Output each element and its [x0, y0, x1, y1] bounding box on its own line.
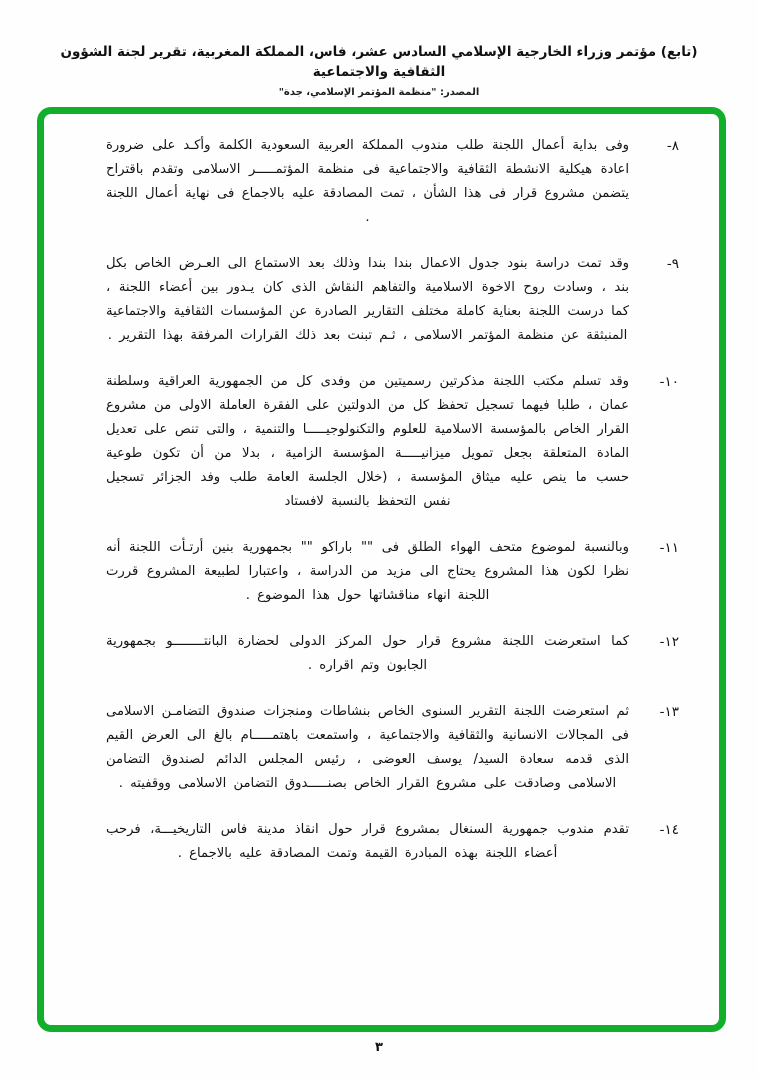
- report-item: [106, 818, 679, 866]
- item-number: ١٤-: [659, 822, 679, 838]
- item-text: ثم استعرضت اللجنة التقرير السنوى الخاص بنشاطات ومنجزات صندوق التضامـن الاسلامى فى المجالات الانسانية والثقافية والاجتماعية ، واستمعت باهتمـــــام بالغ الى العرض القيم الذى قدمه سعادة السيد/ يوسف العوضى ، رئيس المجلس الدائم لصندوق التضامن الاسلامى وصادقت على مشروع القرار الخاص بصنـــــدوق التضامن الاسلامى ووقفيته .: [106, 704, 629, 791]
- report-item: [106, 700, 679, 796]
- item-number: ١٣-: [659, 704, 679, 720]
- item-text: تقدم مندوب جمهورية السنغال بمشروع قرار حول انقاذ مدينة فاس التاريخيـــة، فرحب أعضاء اللجنة بهذه المبادرة القيمة وتمت المصادقة عليه بالاجماع .: [106, 822, 629, 861]
- header-title: (تابع) مؤتمر وزراء الخارجية الإسلامي السادس عشر، فاس، المملكة المغربية، تقرير لجنة الشؤون الثقافية والاجتماعية: [60, 44, 698, 80]
- document-header: [0, 42, 758, 98]
- report-item: [106, 252, 679, 348]
- report-item: [106, 134, 679, 230]
- item-text: كما استعرضت اللجنة مشروع قرار حول المركز الدولى لحضارة البانتــــــــو بجمهورية الجابون وتم اقراره .: [106, 634, 629, 673]
- header-source: المصدر: "منظمة المؤتمر الإسلامي، جدة": [278, 87, 480, 98]
- item-text: وبالنسبة لموضوع متحف الهواء الطلق فى "" باراكو "" بجمهورية بنين أرتـأت اللجنة أنه نظرا لكون هذا المشروع يحتاج الى مزيد من الدراسة ، واعتبارا لطبيعة المشروع قررت اللجنة انهاء مناقشاتها حول هذا الموضوع .: [106, 540, 629, 603]
- item-number: ٩-: [666, 256, 679, 272]
- item-text: وقد تمت دراسة بنود جدول الاعمال بندا بندا وذلك بعد الاستماع الى العـرض الخاص بكل بند ، وسادت روح الاخوة الاسلامية والتفاهم النقاش الذى كان يـدور بين أعضاء اللجنة ، كما درست اللجنة بعناية كاملة مختلف التقارير الصادرة عن المؤسسات الثقافية والاجتماعية المنبثقة عن منظمة المؤتمر الاسلامى ، ثـم تبنت بعد ذلك القرارات المرفقة بهذا التقرير .: [106, 256, 629, 343]
- content-frame: [37, 107, 726, 1032]
- report-item: [106, 370, 679, 514]
- report-item: [106, 536, 679, 608]
- item-number: ١٠-: [659, 374, 679, 390]
- item-text: وفى بداية أعمال اللجنة طلب مندوب المملكة العربية السعودية الكلمة وأكـد على ضرورة اعادة هيكلية الانشطة الثقافية والاجتماعية فى منظمة المؤتمـــــر الاسلامى وتقدم باقتراح يتضمن مشروع قرار فى هذا الشأن ، تمت المصادقة عليه بالاجماع فى نهاية أعمال اللجنة .: [106, 138, 629, 225]
- items-list: [44, 114, 719, 866]
- item-text: وقد تسلم مكتب اللجنة مذكرتين رسميتين من وفدى كل من الجمهورية العراقية وسلطنة عمان ، طلبا فيهما تسجيل تحفظ كل من الدولتين على الفقرة العاملة الاولى من مشروع القرار الخاص بالمؤسسة الاسلامية للعلوم والتكنولوجيـــــا والتنمية ، والتى تنص على تعديل المادة المتعلقة بجعل تمويل ميزانيـــــة المؤسسة الزامية ، بدلا من أن تكون طوعية حسب ما ينص عليه ميثاق المؤسسة ، (خلال الجلسة العامة طلب وفد الجزائر تسجيل نفس التحفظ بالنسبة لافستاد: [106, 374, 629, 509]
- item-number: ١١-: [659, 540, 679, 556]
- report-item: [106, 630, 679, 678]
- page-number: ٣: [375, 1040, 383, 1055]
- item-number: ٨-: [666, 138, 679, 154]
- item-number: ١٢-: [659, 634, 679, 650]
